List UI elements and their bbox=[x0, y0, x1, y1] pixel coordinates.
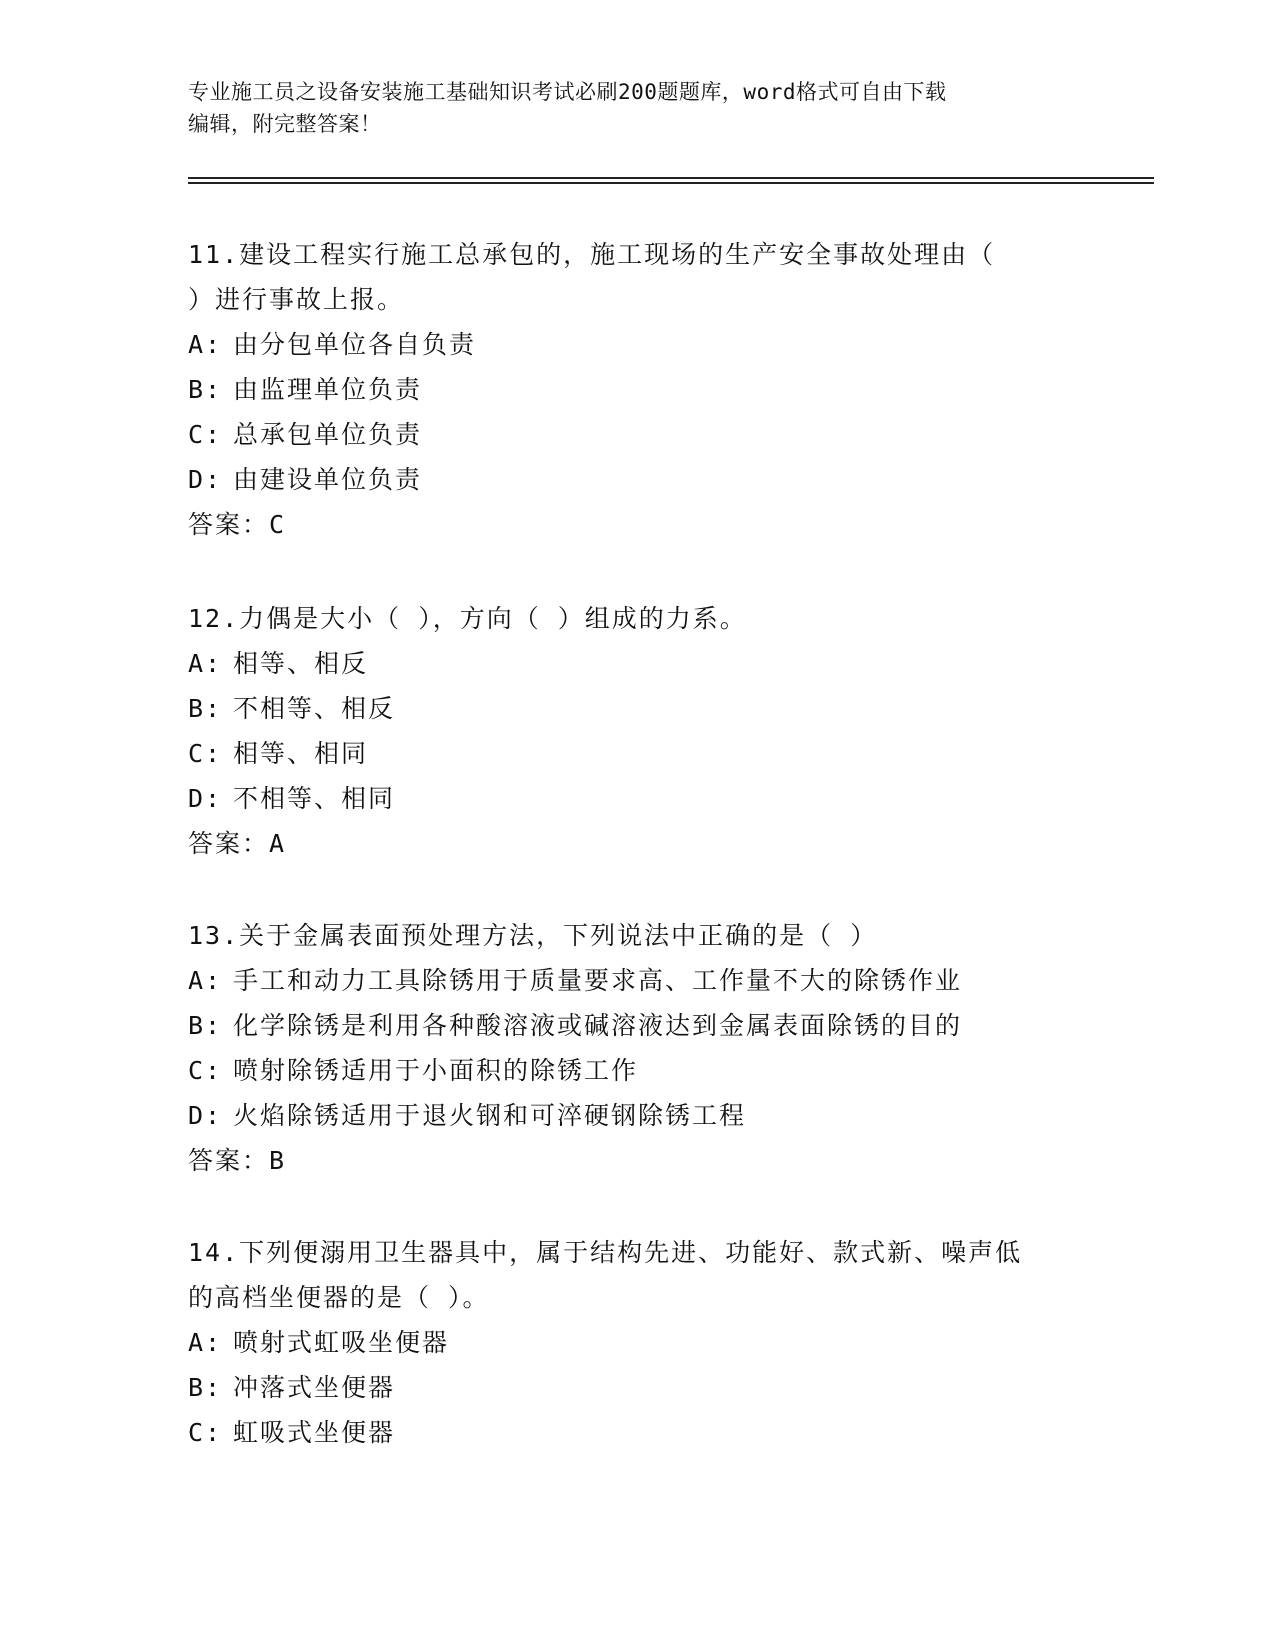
option-label: D: bbox=[188, 784, 223, 813]
option-text: 由分包单位各自负责 bbox=[233, 330, 477, 359]
option-label: C: bbox=[188, 420, 223, 449]
option-label: B: bbox=[188, 1373, 223, 1402]
option-text: 火焰除锈适用于退火钢和可淬硬钢除锈工程 bbox=[233, 1101, 747, 1130]
option-d bbox=[188, 776, 1088, 821]
option-c bbox=[188, 412, 1088, 457]
option-a bbox=[188, 958, 1088, 1003]
option-c bbox=[188, 1410, 1088, 1455]
question-title-line-1: 11.建设工程实行施工总承包的，施工现场的生产安全事故处理由（ bbox=[188, 240, 996, 269]
question-title-line-1: 14.下列便溺用卫生器具中，属于结构先进、功能好、款式新、噪声低 bbox=[188, 1238, 1023, 1267]
question-title-line-2: 的高档坐便器的是（ ）。 bbox=[188, 1283, 490, 1312]
option-text: 由建设单位负责 bbox=[233, 465, 423, 494]
option-label: A: bbox=[188, 966, 223, 995]
option-text: 虹吸式坐便器 bbox=[233, 1418, 396, 1447]
option-b bbox=[188, 686, 1088, 731]
answer-value: A bbox=[269, 829, 287, 858]
option-b bbox=[188, 367, 1088, 412]
option-label: C: bbox=[188, 739, 223, 768]
option-text: 化学除锈是利用各种酸溶液或碱溶液达到金属表面除锈的目的 bbox=[233, 1011, 963, 1040]
option-label: B: bbox=[188, 1011, 223, 1040]
option-text: 相等、相同 bbox=[233, 739, 369, 768]
answer-line bbox=[188, 502, 1088, 547]
header-line-2: 编辑，附完整答案！ bbox=[188, 112, 382, 136]
option-label: A: bbox=[188, 1328, 223, 1357]
option-d bbox=[188, 457, 1088, 502]
option-text: 不相等、相同 bbox=[233, 784, 396, 813]
answer-line bbox=[188, 1138, 1088, 1183]
document-header bbox=[188, 76, 1088, 140]
answer-label: 答案： bbox=[188, 829, 270, 858]
header-divider-bottom bbox=[188, 182, 1154, 184]
option-text: 相等、相反 bbox=[233, 649, 369, 678]
answer-label: 答案： bbox=[188, 1146, 270, 1175]
option-text: 冲落式坐便器 bbox=[233, 1373, 396, 1402]
question-14 bbox=[188, 1230, 1088, 1455]
option-label: C: bbox=[188, 1056, 223, 1085]
header-divider-top bbox=[188, 177, 1154, 179]
question-12 bbox=[188, 596, 1088, 866]
option-label: A: bbox=[188, 649, 223, 678]
question-11 bbox=[188, 232, 1088, 547]
option-text: 喷射式虹吸坐便器 bbox=[233, 1328, 450, 1357]
option-label: A: bbox=[188, 330, 223, 359]
header-line-1: 专业施工员之设备安装施工基础知识考试必刷200题题库，word格式可自由下载 bbox=[188, 80, 947, 104]
option-label: C: bbox=[188, 1418, 223, 1447]
option-a bbox=[188, 322, 1088, 367]
option-c bbox=[188, 731, 1088, 776]
option-text: 不相等、相反 bbox=[233, 694, 396, 723]
option-a bbox=[188, 1320, 1088, 1365]
option-label: B: bbox=[188, 375, 223, 404]
question-title-line-2: ）进行事故上报。 bbox=[188, 285, 405, 314]
answer-line bbox=[188, 821, 1088, 866]
option-text: 由监理单位负责 bbox=[233, 375, 423, 404]
option-a bbox=[188, 641, 1088, 686]
question-title-line-1: 12.力偶是大小（ ），方向（ ）组成的力系。 bbox=[188, 604, 747, 633]
option-label: D: bbox=[188, 465, 223, 494]
question-13 bbox=[188, 913, 1088, 1183]
option-text: 手工和动力工具除锈用于质量要求高、工作量不大的除锈作业 bbox=[233, 966, 963, 995]
question-title-line-1: 13.关于金属表面预处理方法，下列说法中正确的是（ ） bbox=[188, 921, 878, 950]
option-b bbox=[188, 1365, 1088, 1410]
option-d bbox=[188, 1093, 1088, 1138]
answer-label: 答案： bbox=[188, 510, 270, 539]
option-text: 总承包单位负责 bbox=[233, 420, 423, 449]
option-c bbox=[188, 1048, 1088, 1093]
option-label: B: bbox=[188, 694, 223, 723]
answer-value: B bbox=[269, 1146, 287, 1175]
option-text: 喷射除锈适用于小面积的除锈工作 bbox=[233, 1056, 639, 1085]
option-label: D: bbox=[188, 1101, 223, 1130]
answer-value: C bbox=[269, 510, 287, 539]
option-b bbox=[188, 1003, 1088, 1048]
